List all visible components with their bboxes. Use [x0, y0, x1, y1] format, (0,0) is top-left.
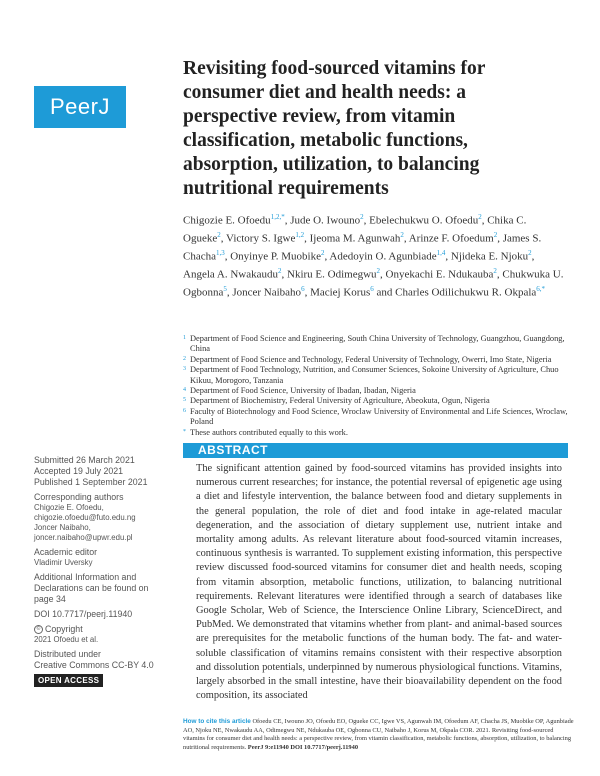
author-affiliation-marker: 2 — [320, 249, 325, 258]
author-name: Nkiru E. Odimegwu — [287, 268, 377, 281]
author-separator: , — [445, 250, 451, 263]
citation-journal[interactable]: PeerJ 9:e11940 DOI 10.7717/peerj.11940 — [247, 743, 359, 751]
author-affiliation-marker: 1,2,* — [270, 213, 285, 221]
author-separator: , — [304, 232, 310, 245]
affiliation-text: Department of Food Science and Engineering, South China University of Technology, Guangzhou, Guangdong, China — [190, 334, 565, 354]
author-name: Arinze F. Ofoedum — [408, 232, 494, 245]
citation-label: How to cite this article — [183, 718, 251, 725]
author-affiliation-marker: 2 — [493, 267, 497, 276]
author-affiliation-marker: 1,2 — [295, 231, 305, 240]
author-separator: , — [304, 286, 311, 299]
author-separator: , — [481, 214, 488, 227]
submitted-date: Submitted 26 March 2021 — [34, 455, 135, 465]
author-separator: , — [226, 286, 233, 299]
copyright-text: 2021 Ofoedu et al. — [34, 635, 99, 644]
affiliation-marker: 5 — [183, 397, 186, 404]
published-date: Published 1 September 2021 — [34, 477, 148, 487]
author-name: Adedoyin O. Agunbiade — [329, 250, 437, 263]
author-name: Ebelechukwu O. Ofoedu — [369, 214, 479, 227]
affiliation-item — [183, 334, 568, 355]
copyright-icon: © — [34, 625, 43, 634]
author-separator: , — [380, 268, 386, 281]
author-separator: , — [497, 232, 503, 245]
affiliation-text: Department of Food Science and Technology, Federal University of Technology, Owerri, Imo State, Nigeria — [190, 354, 552, 364]
author-affiliation-marker: 2 — [528, 249, 532, 258]
affiliation-item — [183, 407, 568, 428]
license-line-1: Distributed under — [34, 649, 101, 659]
affiliation-marker: 4 — [183, 387, 186, 394]
author-separator: , — [496, 268, 503, 281]
author-separator: , — [284, 214, 291, 227]
author-affiliation-marker: 1,3 — [215, 249, 225, 258]
affiliation-list — [183, 334, 568, 438]
author-separator: , — [363, 214, 370, 227]
author-name: Maciej Korus — [310, 286, 371, 299]
corresponding-email-2[interactable]: joncer.naibaho@upwr.edu.pl — [34, 533, 133, 542]
author-affiliation-marker: 2 — [217, 231, 221, 240]
author-affiliation-marker: 2 — [478, 213, 482, 221]
academic-editor-label: Academic editor — [34, 547, 98, 557]
author-name: Chika C. Ogueke — [183, 214, 527, 245]
affiliation-item — [183, 365, 568, 386]
author-affiliation-marker: 6,* — [536, 285, 546, 294]
abstract-text: The significant attention gained by food-sourced vitamins has provided insights into numerous current researches; for instance, the potential reversal of epigenetic age using a diet and lifestyle intervention, the balance between food and dietary supplements in the general population, the role of diet and food intake in age-related macular degeneration, and the association of dietary supplement use, nutrient intake and mortality among adults. As relevant literature about food-sourced vitamin increases, continuous synthesis is warranted. To supplement existing information, this perspective review discussed food-sourced vitamins for consumer diet and health needs, scoping from vitamin absorption, metabolic functions, utilization, to balancing nutritional requirements. Relevant literatures were identified through a search of databases like Google Scholar, Web of Science, the Interscience Online Library, ScienceDirect, and PubMed. We demonstrated that vitamins whether from plant- and animal-based sources are prerequisites for the metabolic functions of the human body. The fat- and water-soluble classification of vitamins remains consistent with their respective absorption and dissolution potentials, underpinned by numerous physiological functions. Vitamins, largely absorbed in the small intestine, have their bioavailability dependent on the food composition, its associated — [196, 463, 562, 702]
affiliation-text: Department of Biochemistry, Federal University of Agriculture, Abeokuta, Ogun, Nigeria — [190, 396, 490, 406]
author-list — [183, 210, 568, 300]
affiliation-marker: 3 — [183, 366, 186, 373]
author-name: Charles Odilichukwu R. Okpala — [395, 286, 537, 299]
author-name: Chigozie E. Ofoedu — [183, 214, 271, 227]
author-affiliation-marker: 2 — [400, 231, 404, 240]
affiliation-text: Department of Food Technology, Nutrition, and Consumer Sciences, Sokoine University of Agriculture, Chuo Kikuu, Morogoro, Tanzania — [190, 365, 559, 385]
affiliation-marker: 6 — [183, 407, 186, 414]
corresponding-author-1: Chigozie E. Ofoedu, — [34, 503, 104, 512]
article-info-sidebar — [34, 455, 174, 687]
additional-info-line-1: Additional Information and — [34, 572, 137, 582]
copyright-label: Copyright — [45, 624, 83, 634]
author-affiliation-marker: 2 — [360, 213, 364, 221]
accepted-date: Accepted 19 July 2021 — [34, 466, 124, 476]
author-affiliation-marker: 6 — [301, 285, 305, 294]
author-affiliation-marker: 5 — [223, 285, 227, 294]
additional-info-line-3: page 34 — [34, 594, 66, 604]
abstract-heading: ABSTRACT — [198, 443, 268, 457]
affiliation-item — [183, 355, 568, 365]
affiliation-marker: 2 — [183, 355, 186, 362]
author-separator: , — [531, 250, 535, 263]
license-line-2[interactable]: Creative Commons CC-BY 4.0 — [34, 660, 154, 670]
author-name: Onyinye P. Muobike — [230, 250, 321, 263]
additional-info-line-2: Declarations can be found on — [34, 583, 149, 593]
author-name: Chukwuka U. Ogbonna — [183, 268, 564, 299]
author-affiliation-marker: 1,4 — [436, 249, 446, 258]
academic-editor-name: Vladimir Uversky — [34, 558, 93, 567]
affiliation-item — [183, 428, 568, 438]
author-separator: , — [281, 268, 288, 281]
article-title: Revisiting food-sourced vitamins for consumer diet and health needs: a perspective review, from vitamin classification, metabolic functions, absorption, utilization, to balancing nutritional requirements — [183, 58, 486, 199]
author-separator: , — [220, 232, 227, 245]
corresponding-author-2: Joncer Naibaho, — [34, 523, 91, 532]
author-separator: , — [403, 232, 409, 245]
citation-text: Ofoedu CE, Iwouno JO, Ofoedu EO, Ogueke CC, Igwe VS, Agunwah IM, Ofoedum AF, Chacha JS, Muobike OP, Agunbiade AO, Njoku NE, Nwakaudu AA, Odimegwu NE, Ndukauba OE, Ogbonna CU, Naibaho J, Korus M, Okpala COR. 2021. Revisiting food-sourced vitamins for consumer diet and health needs: a perspective review, from vitamin classification, metabolic functions, absorption, utilization, to balancing nutritional requirements. — [183, 718, 574, 751]
corresponding-label: Corresponding authors — [34, 492, 124, 502]
author-name: Victory S. Igwe — [226, 232, 296, 245]
peerj-logo: PeerJ — [34, 86, 126, 128]
author-affiliation-marker: 2 — [493, 231, 498, 240]
affiliation-marker: 1 — [183, 335, 186, 341]
author-affiliation-marker: 6 — [370, 285, 374, 294]
author-affiliation-marker: 2 — [376, 267, 381, 276]
author-affiliation-marker: 2 — [278, 267, 282, 276]
affiliation-text: These authors contributed equally to this work. — [190, 427, 348, 437]
author-name: Jude O. Iwouno — [290, 214, 361, 227]
author-name: James S. Chacha — [183, 232, 542, 263]
doi[interactable]: DOI 10.7717/peerj.11940 — [34, 609, 133, 619]
author-name: Angela A. Nwakaudu — [183, 268, 279, 281]
author-name: Ijeoma M. Agunwah — [309, 232, 401, 245]
author-name: Joncer Naibaho — [232, 286, 302, 299]
affiliation-text: Department of Food Science, University of Ibadan, Ibadan, Nigeria — [190, 386, 416, 396]
affiliation-item — [183, 386, 568, 396]
author-separator: , — [224, 250, 231, 263]
open-access-badge: OPEN ACCESS — [34, 674, 103, 687]
author-name: Njideka E. Njoku — [450, 250, 529, 263]
author-name: Onyekachi E. Ndukauba — [385, 268, 494, 281]
author-separator: and — [373, 286, 396, 299]
author-separator: , — [324, 250, 330, 263]
citation-footer — [183, 718, 575, 752]
affiliation-item — [183, 396, 568, 406]
affiliation-text: Faculty of Biotechnology and Food Science, Wroclaw University of Environmental and Life Sciences, Wroclaw, Poland — [190, 406, 568, 427]
affiliation-marker: * — [183, 428, 186, 435]
corresponding-email-1[interactable]: chigozie.ofoedu@futo.edu.ng — [34, 513, 136, 522]
